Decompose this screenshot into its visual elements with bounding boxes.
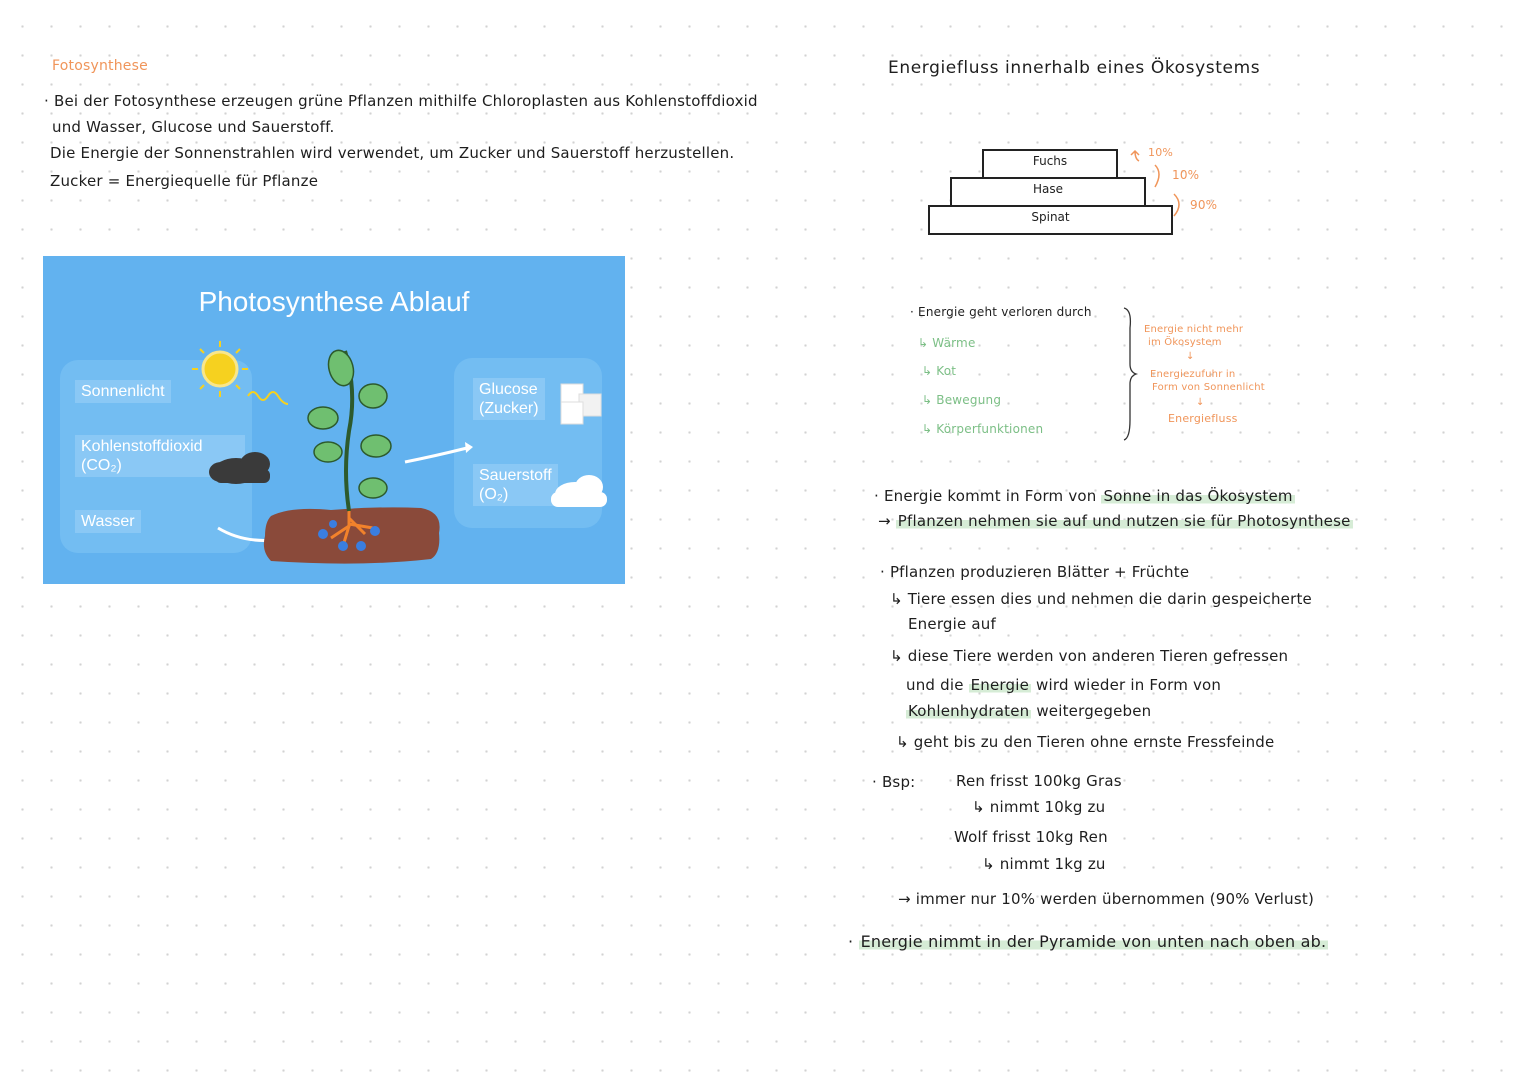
- loss-item-4-text: Körperfunktionen: [936, 422, 1044, 436]
- example-label: · Bsp:: [872, 773, 916, 791]
- loss-note-1: Energie nicht mehr: [1144, 324, 1244, 335]
- p2-line-c2-c: wird wieder in Form von: [1031, 676, 1222, 694]
- example-line-5: → immer nur 10% werden übernommen (90% Verlust): [898, 890, 1315, 908]
- label-oxygen-text: Sauerstoff: [479, 467, 552, 484]
- diagram-title: Photosynthese Ablauf: [198, 286, 470, 317]
- conclusion-text: Energie nimmt in der Pyramide von unten nach oben ab.: [860, 932, 1327, 951]
- example-line-5-text: immer nur 10% werden übernommen (90% Verlust): [915, 890, 1315, 908]
- p2-line-c2-a: und die: [906, 676, 969, 694]
- p2-line-c3-highlight: Kohlenhydraten: [908, 702, 1030, 720]
- p2-line-d: ↳ geht bis zu den Tieren ohne ernste Fressfeinde: [896, 733, 1275, 751]
- left-line-4: Zucker = Energiequelle für Pflanze: [50, 172, 319, 190]
- p2-line-c3-b: weitergegeben: [1031, 702, 1152, 720]
- left-heading: Fotosynthese: [52, 58, 148, 74]
- left-line-2: und Wasser, Glucose und Sauerstoff.: [52, 118, 335, 136]
- loss-brace-icon: [1120, 306, 1140, 442]
- loss-item-2: ↳ Kot: [922, 364, 957, 378]
- pyramid-bracket-lower: [1170, 190, 1190, 220]
- sun-icon: [192, 341, 248, 397]
- p2-line-c2: [906, 676, 1221, 694]
- example-line-2: ↳ nimmt 10kg zu: [972, 798, 1106, 816]
- example-line-2-text: nimmt 10kg zu: [989, 798, 1106, 816]
- loss-item-1-text: Wärme: [932, 336, 976, 350]
- loss-arrow-2: ↓: [1196, 397, 1205, 408]
- pyramid-level-mid: Hase: [950, 177, 1146, 207]
- p2-line-b2: Energie auf: [908, 615, 996, 633]
- label-glucose-text: Glucose: [479, 381, 538, 398]
- dark-cloud-icon: [209, 452, 270, 484]
- loss-item-4: ↳ Körperfunktionen: [922, 422, 1044, 436]
- p2-line-a-text: Pflanzen produzieren Blätter + Früchte: [889, 563, 1190, 581]
- example-line-3: Wolf frisst 10kg Ren: [954, 828, 1108, 846]
- percent-1: 10%: [1148, 146, 1174, 159]
- example-line-1: Ren frisst 100kg Gras: [956, 772, 1122, 790]
- loss-item-1: ↳ Wärme: [918, 336, 976, 350]
- sugar-cubes-icon: [561, 384, 601, 424]
- example-line-4: ↳ nimmt 1kg zu: [982, 855, 1106, 873]
- photosynthesis-diagram: [43, 256, 625, 584]
- oxygen-cloud-icon: [551, 475, 607, 507]
- label-oxygen-formula: (O₂): [479, 486, 509, 503]
- loss-title: · Energie geht verloren durch: [910, 305, 1092, 319]
- p2-line-c1-text: diese Tiere werden von anderen Tieren gefressen: [907, 647, 1289, 665]
- p2-line-c1: ↳ diese Tiere werden von anderen Tieren gefressen: [890, 647, 1289, 665]
- loss-note-2: Energiezufuhr in: [1150, 369, 1236, 380]
- loss-item-2-text: Kot: [936, 364, 957, 378]
- p2-line-b1: ↳ Tiere essen dies und nehmen die darin gespeicherte: [890, 590, 1312, 608]
- diagram-illustration: [43, 256, 625, 584]
- p2-line-c3: [906, 702, 1151, 720]
- label-sunlight: Sonnenlicht: [75, 380, 171, 403]
- loss-note-3: Energiefluss: [1168, 412, 1238, 425]
- left-line-3: Die Energie der Sonnenstrahlen wird verwendet, um Zucker und Sauerstoff herzustellen.: [50, 144, 735, 162]
- loss-item-3: ↳ Bewegung: [922, 393, 1002, 407]
- label-co2-text: Kohlenstoffdioxid: [81, 438, 203, 455]
- loss-item-3-text: Bewegung: [936, 393, 1002, 407]
- example-label-text: Bsp:: [881, 773, 916, 791]
- loss-note-2b: Form von Sonnenlicht: [1152, 382, 1265, 393]
- conclusion: · Energie nimmt in der Pyramide von unten nach oben ab.: [848, 932, 1327, 951]
- left-line-1: Bei der Fotosynthese erzeugen grüne Pflanzen mithilfe Chloroplasten aus Kohlenstoffdioxid: [54, 92, 758, 110]
- output-arrow-icon: [405, 448, 467, 462]
- soil-icon: [264, 507, 440, 563]
- p2-line-c2-highlight: Energie: [970, 676, 1030, 694]
- percent-3: 90%: [1190, 198, 1218, 212]
- loss-arrow-1: ↓: [1186, 351, 1195, 362]
- pyramid-level-top: Fuchs: [982, 149, 1118, 179]
- label-glucose-sub: (Zucker): [479, 400, 539, 417]
- p1-line-b-text: Pflanzen nehmen sie auf und nutzen sie für Photosynthese: [897, 512, 1351, 530]
- p2-line-d-text: geht bis zu den Tieren ohne ernste Fressfeinde: [913, 733, 1275, 751]
- pyramid-level-base: Spinat: [928, 205, 1173, 235]
- loss-note-1b: im Ökosystem: [1148, 337, 1222, 348]
- p2-line-a: · Pflanzen produzieren Blätter + Früchte: [880, 563, 1190, 581]
- example-line-4-text: nimmt 1kg zu: [999, 855, 1106, 873]
- right-heading: Energiefluss innerhalb eines Ökosystems: [888, 58, 1261, 78]
- loss-title-text: Energie geht verloren durch: [918, 305, 1092, 319]
- p1-line-b: → Pflanzen nehmen sie auf und nutzen sie für Photosynthese: [878, 512, 1351, 530]
- light-arrow-icon: [248, 392, 288, 404]
- p1-line-a-highlight: Sonne in das Ökosystem: [1103, 487, 1293, 505]
- label-water: Wasser: [75, 510, 141, 533]
- bullet-dot: ·: [44, 92, 49, 110]
- label-co2-formula: (CO₂): [81, 457, 122, 474]
- p2-line-b1-text: Tiere essen dies und nehmen die darin gespeicherte: [907, 590, 1312, 608]
- p1-line-a-text: Energie kommt in Form von: [883, 487, 1102, 505]
- p1-line-a: · Energie kommt in Form von Sonne in das Ökosystem: [874, 487, 1293, 505]
- percent-2: 10%: [1172, 168, 1200, 182]
